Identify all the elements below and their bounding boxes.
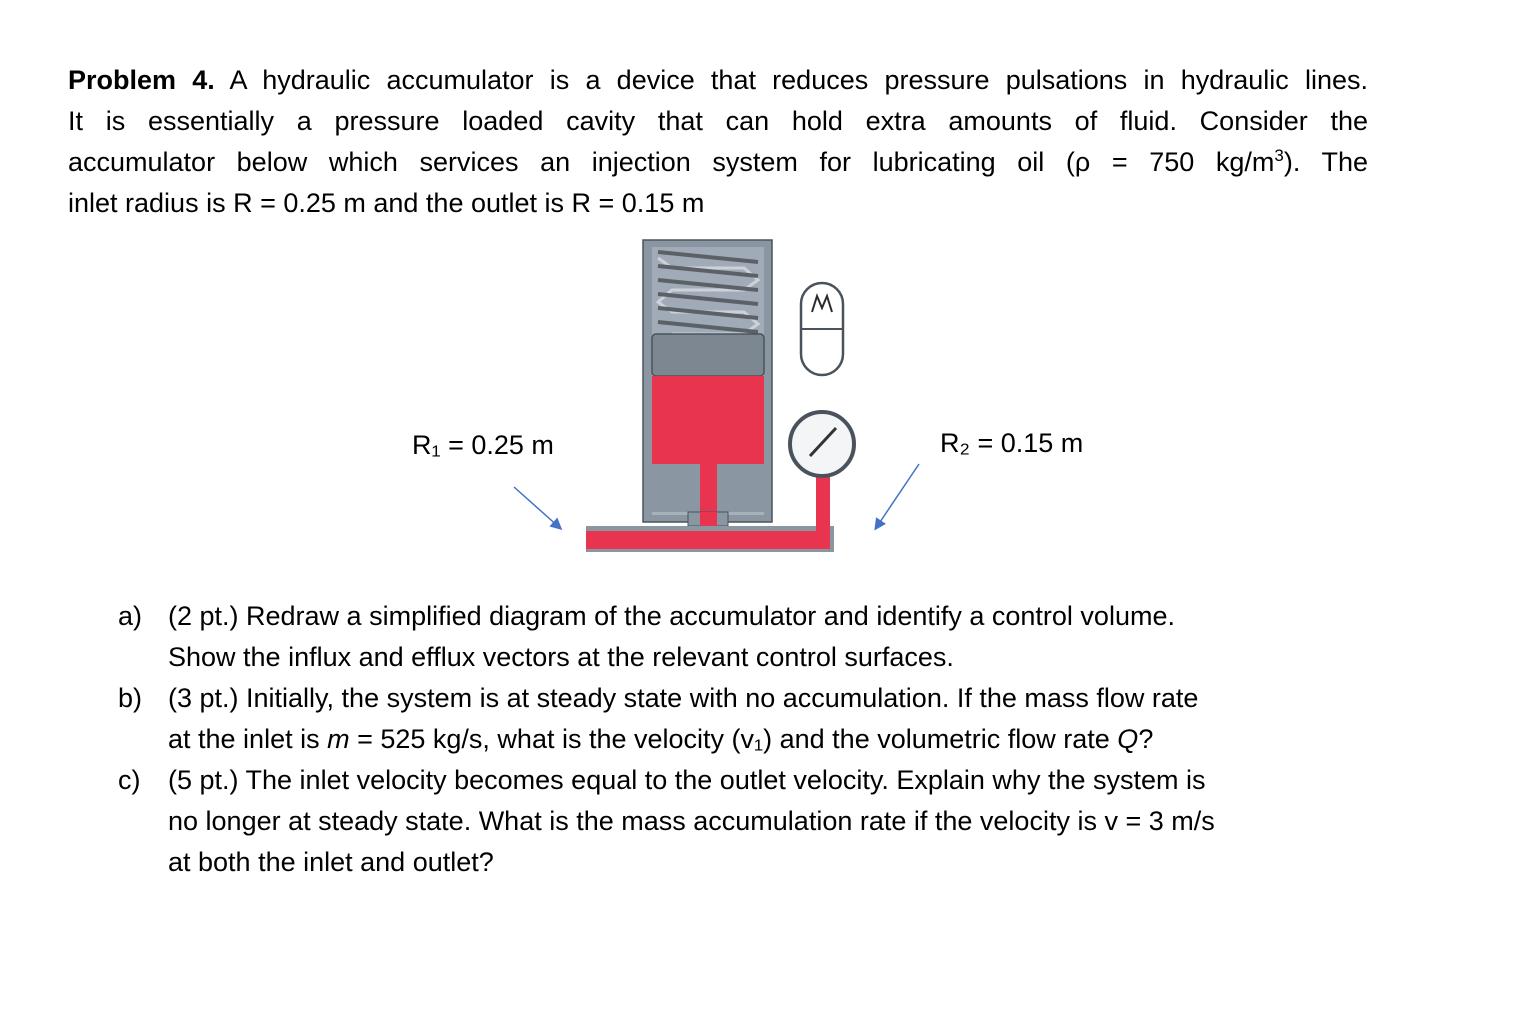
question-c: c) (5 pt.) The inlet velocity becomes equal to the outlet velocity. Explain why the system is no longer at steady state. What is the mass accumulation rate if the velocity is v = 3 m/s at both the inlet and outlet? bbox=[118, 765, 1215, 877]
problem-line-2: It is essentially a pressure loaded cavity that can hold extra amounts of fluid. Consider the bbox=[68, 106, 1368, 136]
base-pipe-fluid bbox=[586, 531, 830, 549]
problem-line-4: inlet radius is R = 0.25 m and the outlet is R = 0.15 m bbox=[68, 188, 705, 218]
piston-cap bbox=[652, 334, 764, 376]
fluid-chamber bbox=[652, 376, 764, 464]
inlet-radius-label: R₁ = 0.25 m bbox=[412, 430, 554, 460]
outlet-radius-label: R₂ = 0.15 m bbox=[940, 428, 1084, 458]
inlet-arrow bbox=[514, 487, 560, 528]
question-a: a) (2 pt.) Redraw a simplified diagram of the accumulator and identify a control volume. Show the influx and efflux vectors at the relevant control surfaces. bbox=[118, 601, 1175, 672]
problem-line-1: Problem 4. A hydraulic accumulator is a device that reduces pressure pulsations in hydraulic lines. bbox=[68, 65, 1369, 95]
question-list bbox=[118, 596, 1378, 883]
problem-label: Problem 4. bbox=[68, 65, 215, 95]
problem-line-3: accumulator below which services an injection system for lubricating oil (ρ = 750 $kg/m^3$). The bbox=[68, 146, 1369, 177]
outlet-arrow bbox=[876, 464, 919, 528]
question-b: b) (3 pt.) Initially, the system is at steady state with no accumulation. If the mass flow rate at the inlet is m = 525 kg/s, what is the velocity (v₁) and the volumetric flow rate Q? bbox=[118, 683, 1199, 754]
